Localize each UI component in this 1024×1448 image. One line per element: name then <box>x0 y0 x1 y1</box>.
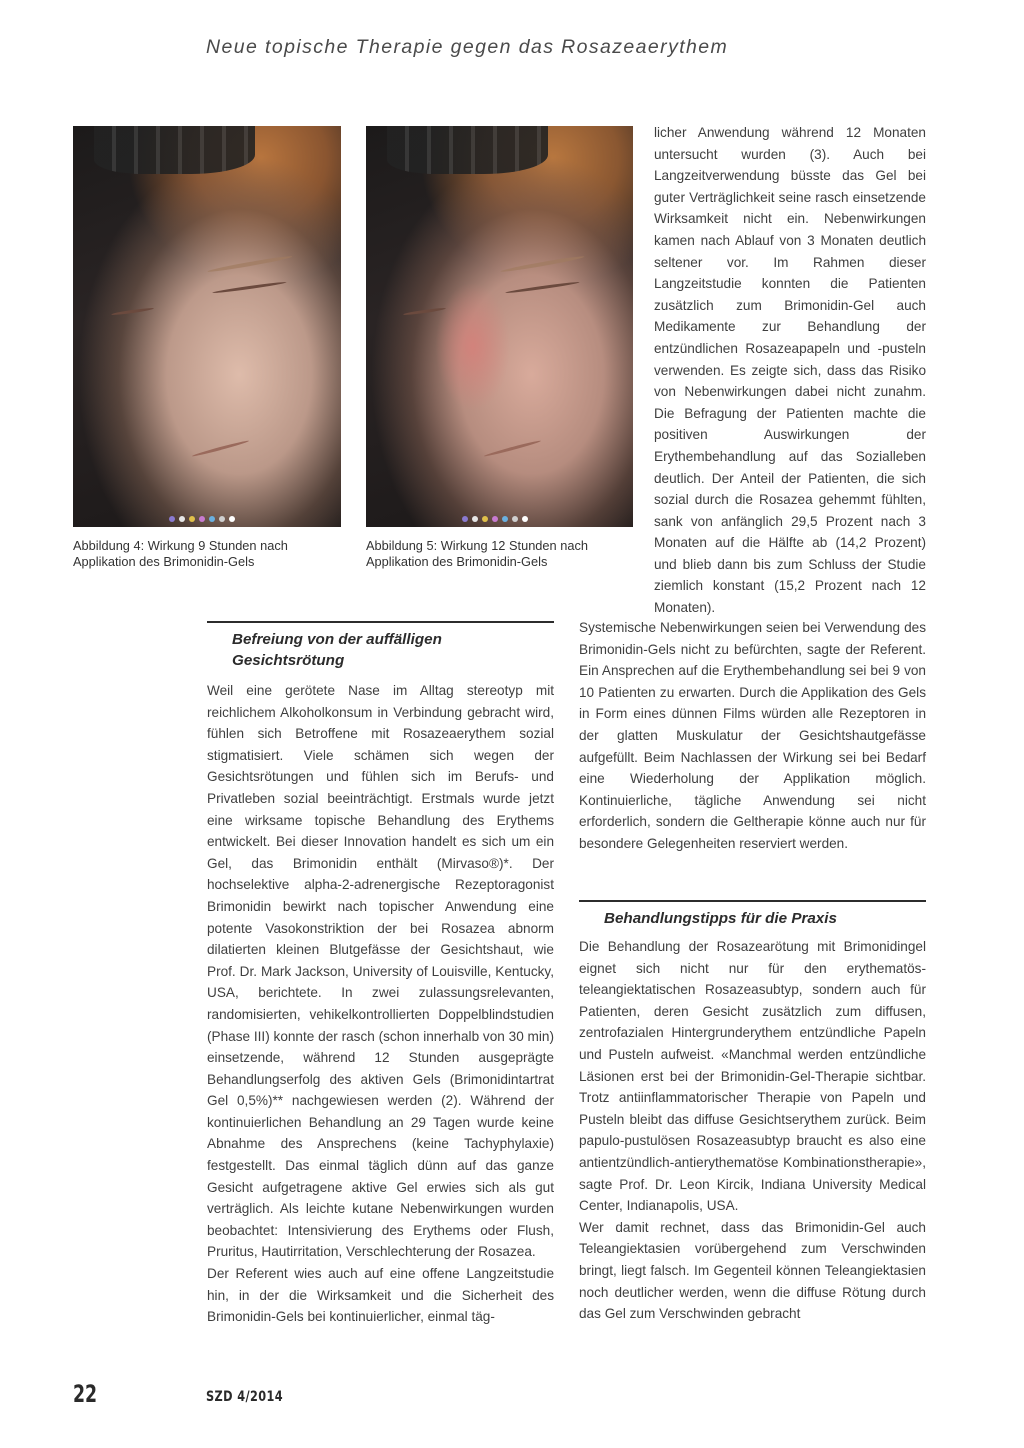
color-chart-dots <box>462 516 528 522</box>
headband-shape <box>94 126 255 174</box>
figure-4-caption: Abbildung 4: Wirkung 9 Stunden nach Applikation des Brimonidin-Gels <box>73 538 288 569</box>
paragraph: Der Referent wies auch auf eine offene Langzeitstudie hin, in der die Wirksamkeit und die Sicherheit des Brimonidin-Gels bei kontinuierlicher, einmal täg- <box>207 1266 554 1325</box>
right-column-bottom-text <box>579 936 926 1325</box>
headband-shape <box>387 126 547 174</box>
paragraph: Systemische Nebenwirkungen seien bei Verwendung des Brimonidin-Gels nicht zu befürchten, sagte der Referent. Ein Ansprechen auf die Erythembehandlung sei bei 9 von 10 Patienten zu erwarten. Durch die Applikation des Gels in Form eines dünnen Films würden alle Rezeptoren in der glatten Muskulatur der Gesichtshautgefässe aufgefüllt. Beim Nachlassen der Wirkung sei bei Bedarf eine Wiederholung der Applikation möglich. Kontinuierliche, tägliche Anwendung sei nicht erforderlich, sondern die Geltherapie könne auch nur für besondere Gelegenheiten reserviert werden. <box>579 620 926 851</box>
color-chart-dots <box>169 516 235 522</box>
eyebrow-shape <box>207 255 292 274</box>
closed-eye-shape <box>505 281 579 294</box>
page-title: Neue topische Therapie gegen das Rosazeaerythem <box>206 36 729 58</box>
paragraph: licher Anwendung während 12 Monaten untersucht wurden (3). Auch bei Langzeitverwendung büsste das Gel bei guter Verträglichkeit seine rasch einsetzende Wirksamkeit nicht ein. Nebenwirkungen kamen nach Ablauf von 3 Monaten deutlich seltener vor. Im Rahmen dieser Langzeitstudie konnten die Patienten zusätzlich zum Brimonidin-Gel auch Medikamente zur Behandlung der entzündlichen Rosazeapapeln und -pusteln verwenden. Es zeigte sich, dass das Risiko von Nebenwirkungen dabei nicht zunahm. Die Befragung der Patienten machte die positiven Auswirkungen der Erythembehandlung auf das Sozialleben deutlich. Der Anteil der Patienten, die sich sozial durch die Rosazea gehemmt fühlten, sank von anfänglich 29,5 Prozent nach 3 Monaten auf die Hälfte ab (14,2 Prozent) und blieb dann bis zum Schluss der Studie ziemlich konstant (15,2 Prozent nach 12 Monaten). <box>654 125 926 616</box>
figure-5-photo <box>366 126 633 527</box>
closed-eye-shape <box>403 307 446 316</box>
section-heading-befreiung <box>207 621 554 671</box>
issue-label: SZD 4/2014 <box>206 1389 284 1405</box>
mouth-shape <box>484 439 542 457</box>
paragraph: Die Behandlung der Rosazearötung mit Brimonidingel eignet sich nicht nur für den erythematös-teleangiektatischen Rosazeasubtyp, sondern auch für Patienten, deren Gesicht zusätzlich zum diffusen, zentrofazialen Hintergrunderythem entzündliche Papeln und Pusteln aufweist. «Manchmal werden entzündliche Läsionen erst bei der Brimonidin-Gel-Therapie sichtbar. Trotz antiinflammatorischer Therapie von Papeln und Pusteln bleibt das diffuse Gesichtserythem zurück. Beim papulo-pustulösen Rosazeasubtyp braucht es also eine antientzündlich-antierythematöse Kombinationstherapie», sagte Prof. Dr. Leon Kircik, Indiana University Medical Center, Indianapolis, USA. <box>579 939 926 1214</box>
closed-eye-shape <box>111 307 154 316</box>
right-column-middle-text <box>579 617 926 855</box>
heading-line: Gesichtsrötung <box>232 652 345 669</box>
section-heading-behandlungstipps <box>579 900 926 929</box>
eyebrow-shape <box>500 255 585 274</box>
heading-line: Behandlungstipps für die Praxis <box>604 910 837 927</box>
paragraph: Weil eine gerötete Nase im Alltag stereotyp mit reichlichem Alkoholkonsum in Verbindung gebracht wird, fühlen sich Betroffene mit Rosazeaerythem sozial stigmatisiert. Viele schämen sich wegen der Gesichtsrötungen und fühlen sich im Berufs- und Privatleben sozial beeinträchtigt. Erstmals wurde jetzt eine wirksame topische Behandlung des Erythems entwickelt. Bei dieser Innovation handelt es sich um ein Gel, das Brimonidin enthält (Mirvaso®)*. Der hochselektive alpha-2-adrenergische Rezeptoragonist Brimonidin bewirkt nach topischer Anwendung eine potente Vasokonstriktion der bei Rosazea abnorm dilatierten kleinen Blutgefässe der Gesichtshaut, wie Prof. Dr. Mark Jackson, University of Louisville, Kentucky, USA, berichtete. In zwei zulassungsrelevanten, randomisierten, vehikelkontrollierten Doppelblindstudien (Phase III) konnte der rasch (schon innerhalb von 30 min) einsetzende, während 12 Stunden ausgeprägte Behandlungserfolg des aktiven Gels (Brimonidintartrat Gel 0,5%)** nachgewiesen werden (2). Während der kontinuierlichen Behandlung an 29 Tagen wurde keine Abnahme des Ansprechens (keine Tachyphylaxie) festgestellt. Das einmal täglich dünn auf das ganze Gesicht aufgetragene aktive Gel erwies sich als gut verträglich. Als leichte kutane Nebenwirkungen wurden beobachtet: Intensivierung des Erythems oder Flush, Pruritus, Hautirritation, Verschlechterung der Rosazea. <box>207 683 554 1260</box>
right-column-top-text <box>654 122 926 619</box>
paragraph: Wer damit rechnet, dass das Brimonidin-Gel auch Teleangiektasien vorübergehend zum Verschwinden bringt, liegt falsch. Im Gegenteil können Teleangiektasien noch deutlicher werden, wenn die diffuse Rötung durch das Gel zum Verschwinden gebracht <box>579 1219 926 1322</box>
figure-5-caption: Abbildung 5: Wirkung 12 Stunden nach Applikation des Brimonidin-Gels <box>366 538 588 569</box>
middle-column-text <box>207 680 554 1328</box>
mouth-shape <box>192 439 250 457</box>
heading-line: Befreiung von der auffälligen <box>232 631 442 648</box>
figure-4-photo <box>73 126 341 527</box>
closed-eye-shape <box>213 281 288 294</box>
page-number: 22 <box>73 1380 98 1408</box>
